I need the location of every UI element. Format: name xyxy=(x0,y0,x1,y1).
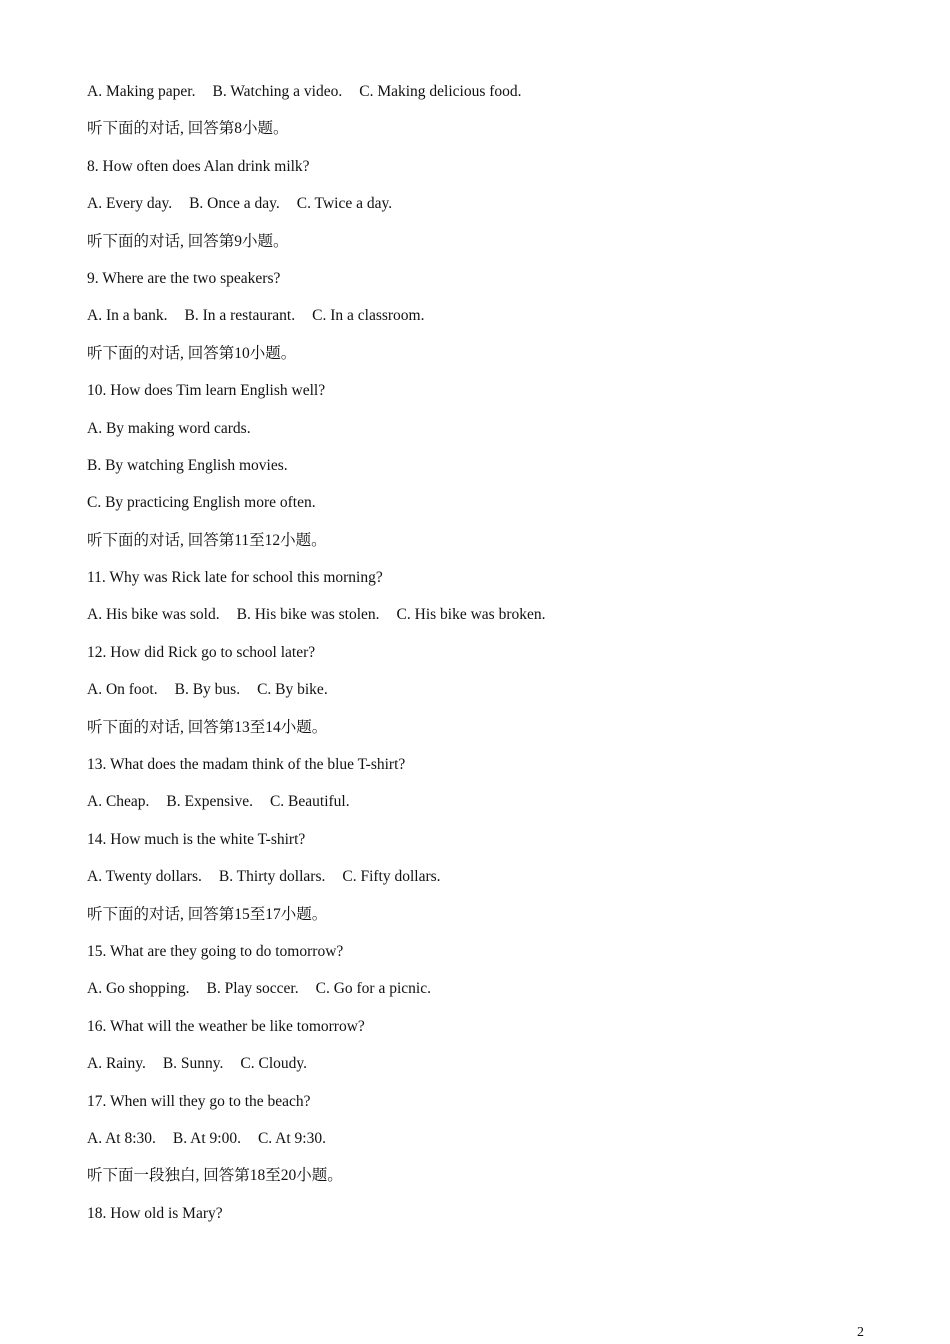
answer-option: A. Go shopping. xyxy=(87,980,190,998)
answer-options xyxy=(87,192,867,229)
answer-options xyxy=(87,790,867,827)
answer-option: B. Thirty dollars. xyxy=(218,868,326,886)
answer-options xyxy=(87,80,867,117)
answer-option: C. By bike. xyxy=(257,681,328,699)
question-text: 8. How often does Alan drink milk? xyxy=(87,157,310,175)
answer-option: B. Once a day. xyxy=(189,195,280,213)
listening-instruction: 听下面的对话, 回答第13至14小题。 xyxy=(87,718,328,736)
answer-option: A. Making paper. xyxy=(87,83,196,100)
answer-option: B. At 9:00. xyxy=(172,1129,241,1147)
answer-option: A. Twenty dollars. xyxy=(87,868,202,886)
answer-options xyxy=(87,1127,867,1164)
question-text: 17. When will they go to the beach? xyxy=(87,1092,311,1110)
listening-instruction: 听下面的对话, 回答第10小题。 xyxy=(87,344,297,362)
answer-option: C. Go for a picnic. xyxy=(315,980,431,998)
answer-option: A. Cheap. xyxy=(87,793,150,811)
question-text: 15. What are they going to do tomorrow? xyxy=(87,942,344,960)
answer-option: A. His bike was sold. xyxy=(87,606,220,624)
answer-option: A. On foot. xyxy=(87,681,158,699)
answer-option: B. Sunny. xyxy=(162,1055,224,1073)
listening-instruction: 听下面的对话, 回答第9小题。 xyxy=(87,232,289,250)
question-text: 10. How does Tim learn English well? xyxy=(87,382,326,400)
question-text: 14. How much is the white T-shirt? xyxy=(87,830,306,848)
answer-options xyxy=(87,491,867,528)
answer-option: A. Every day. xyxy=(87,195,173,213)
page-number: 2 xyxy=(857,1325,864,1340)
answer-option: B. Expensive. xyxy=(166,793,253,811)
answer-option: A. In a bank. xyxy=(87,307,168,325)
answer-options xyxy=(87,417,867,454)
answer-options xyxy=(87,678,867,715)
answer-option: C. His bike was broken. xyxy=(396,606,546,624)
answer-option: A. Rainy. xyxy=(87,1055,146,1073)
question-list xyxy=(87,80,867,1239)
answer-option: C. Beautiful. xyxy=(269,793,350,811)
answer-option: C. At 9:30. xyxy=(257,1129,326,1147)
answer-option: B. In a restaurant. xyxy=(184,307,296,325)
answer-options xyxy=(87,865,867,902)
answer-option: C. Twice a day. xyxy=(296,195,393,213)
question-text: 9. Where are the two speakers? xyxy=(87,269,281,287)
answer-options xyxy=(87,304,867,341)
answer-option: A. By making word cards. xyxy=(87,419,251,437)
answer-option: C. Making delicious food. xyxy=(359,83,522,100)
question-text: 18. How old is Mary? xyxy=(87,1204,223,1222)
answer-option: B. Play soccer. xyxy=(206,980,299,998)
answer-option: C. By practicing English more often. xyxy=(87,494,316,512)
answer-option: C. Fifty dollars. xyxy=(342,868,441,886)
answer-option: A. At 8:30. xyxy=(87,1129,156,1147)
listening-instruction: 听下面的对话, 回答第15至17小题。 xyxy=(87,905,328,923)
answer-options xyxy=(87,603,867,640)
answer-option: B. His bike was stolen. xyxy=(236,606,380,624)
answer-options xyxy=(87,1052,867,1089)
answer-options xyxy=(87,977,867,1014)
answer-option: B. By bus. xyxy=(174,681,241,699)
answer-option: B. Watching a video. xyxy=(212,83,343,100)
question-text: 13. What does the madam think of the blue T-shirt? xyxy=(87,756,406,774)
listening-instruction: 听下面一段独白, 回答第18至20小题。 xyxy=(87,1167,343,1185)
answer-option: B. By watching English movies. xyxy=(87,456,288,474)
answer-options xyxy=(87,454,867,491)
question-text: 16. What will the weather be like tomorrow? xyxy=(87,1017,365,1035)
answer-option: C. In a classroom. xyxy=(312,307,425,325)
answer-option: C. Cloudy. xyxy=(240,1055,308,1073)
question-text: 12. How did Rick go to school later? xyxy=(87,643,316,661)
question-text: 11. Why was Rick late for school this morning? xyxy=(87,569,383,587)
listening-instruction: 听下面的对话, 回答第8小题。 xyxy=(87,120,289,138)
listening-instruction: 听下面的对话, 回答第11至12小题。 xyxy=(87,531,327,549)
